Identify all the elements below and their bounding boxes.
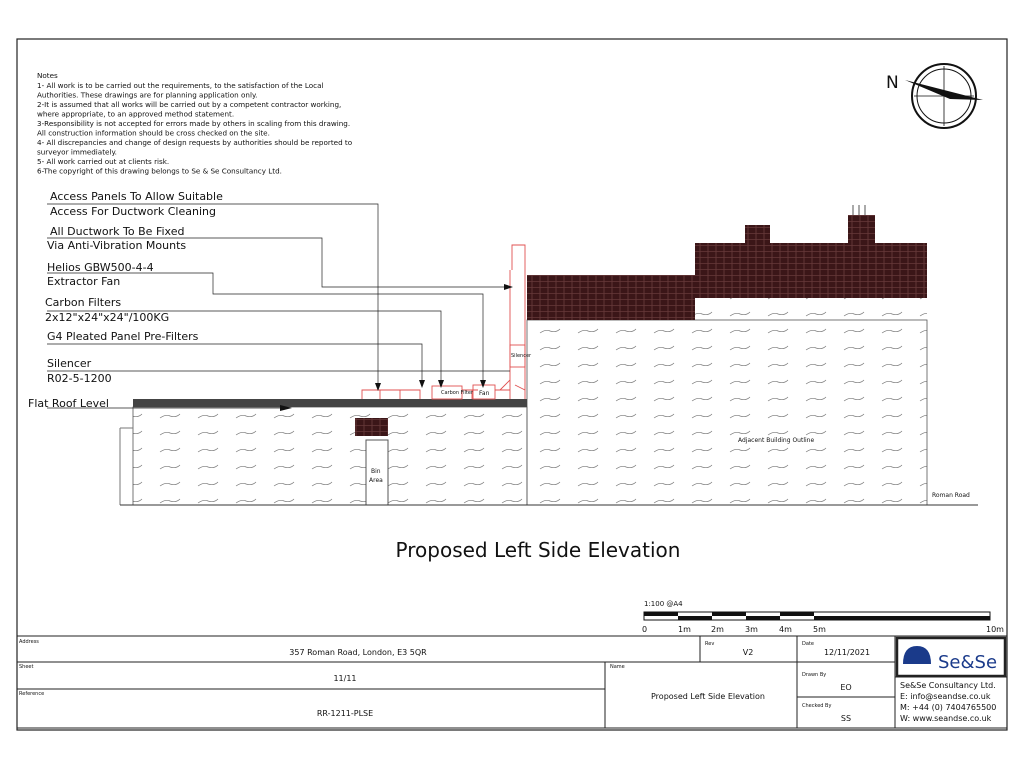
note-line: 2-It is assumed that all works will be carried out by a competent contractor working, [37,100,342,109]
note-line: 1- All work is to be carried out the requirements, to the satisfaction of the Local [37,81,324,90]
address-value: 357 Roman Road, London, E3 5QR [289,648,427,657]
callout-carbon-filters: Carbon Filters [45,296,122,309]
address-label: Address [19,639,39,645]
company-logo-text: Se&Se [938,652,998,673]
checked-by-value: SS [840,714,852,723]
company-name: Se&Se Consultancy Ltd. [900,681,996,690]
fan-tag: Fan [479,390,490,397]
callout-carbon-filters: 2x12"x24"x24"/100KG [45,311,170,324]
note-line: 3-Responsibility is not accepted for errors made by others in scaling from this drawing. [37,119,351,128]
north-label: N [886,73,899,93]
notes-title: Notes [37,71,58,80]
adjacent-building [527,205,927,505]
reference-value: RR-1211-PLSE [316,709,374,718]
ductwork [362,245,525,399]
carbon-filter-tag: Carbon Filter [441,390,473,396]
callout-prefilters: G4 Pleated Panel Pre-Filters [47,330,199,343]
date-value: 12/11/2021 [823,648,871,657]
flat-roof-slab [133,399,527,407]
company-web: W: www.seandse.co.uk [900,714,992,723]
notes-block [37,71,352,176]
north-compass [886,64,983,128]
scale-tick: 2m [711,625,724,634]
scale-tick: 4m [779,625,792,634]
silencer-tag: Silencer [511,353,532,359]
checked-by-label: Checked By [802,703,832,709]
sheet-value: 11/11 [333,674,357,683]
callout-silencer: Silencer [47,357,92,370]
date-label: Date [802,641,814,647]
bin-label: Area [369,477,383,484]
callout-access-panels: Access Panels To Allow Suitable [50,190,223,203]
scale-tick: 1m [678,625,691,634]
sheet-label: Sheet [19,664,34,670]
note-line: 4- All discrepancies and change of design requests by authorities should be reported to [37,138,353,147]
callout-silencer: R02-5-1200 [47,372,112,385]
scale-tick: 0 [642,625,648,634]
scale-tick: 3m [745,625,758,634]
bin-label: Bin [371,468,381,475]
note-line: Authorities. These drawings are for planning application only. [37,90,258,100]
note-line: 6-The copyright of this drawing belongs to Se & Se Consultancy Ltd. [37,166,282,176]
drawing-title: Proposed Left Side Elevation [395,538,681,562]
host-building [120,399,527,505]
road-label: Roman Road [932,492,970,499]
scale-tick: 5m [813,625,826,634]
note-line: 5- All work carried out at clients risk. [37,157,170,166]
note-line: All construction information should be cross checked on the site. [37,128,270,138]
rev-label: Rev [705,641,715,647]
callout-fan: Extractor Fan [47,275,121,288]
reference-label: Reference [19,691,45,697]
chimney [745,225,770,243]
note-line: where appropriate, to an approved method statement. [37,109,235,119]
name-value: Proposed Left Side Elevation [651,692,765,701]
callout-flat-roof: Flat Roof Level [28,397,109,410]
callout-access-panels: Access For Ductwork Cleaning [50,205,216,218]
company-logo [903,646,997,673]
scale-tick: 10m [986,625,1004,634]
name-label: Name [610,664,625,670]
rev-value: V2 [742,648,754,657]
note-line: surveyor immediately. [37,147,117,157]
scale-bar [642,600,1004,634]
adjacent-label: Adjacent Building Outline [738,437,815,444]
company-email: E: info@seandse.co.uk [900,692,991,701]
company-mobile: M: +44 (0) 7404765500 [900,703,997,712]
callout-labels [28,190,223,410]
scale-label: 1:100 @A4 [644,600,683,608]
drawn-by-label: Drawn By [802,672,827,678]
chimney [848,215,875,243]
callout-ductwork-fixed: Via Anti-Vibration Mounts [47,239,187,252]
drawn-by-value: EO [840,683,852,692]
hard-hat-icon [903,646,931,664]
callout-ductwork-fixed: All Ductwork To Be Fixed [50,225,185,238]
callout-fan: Helios GBW500-4-4 [47,261,154,274]
